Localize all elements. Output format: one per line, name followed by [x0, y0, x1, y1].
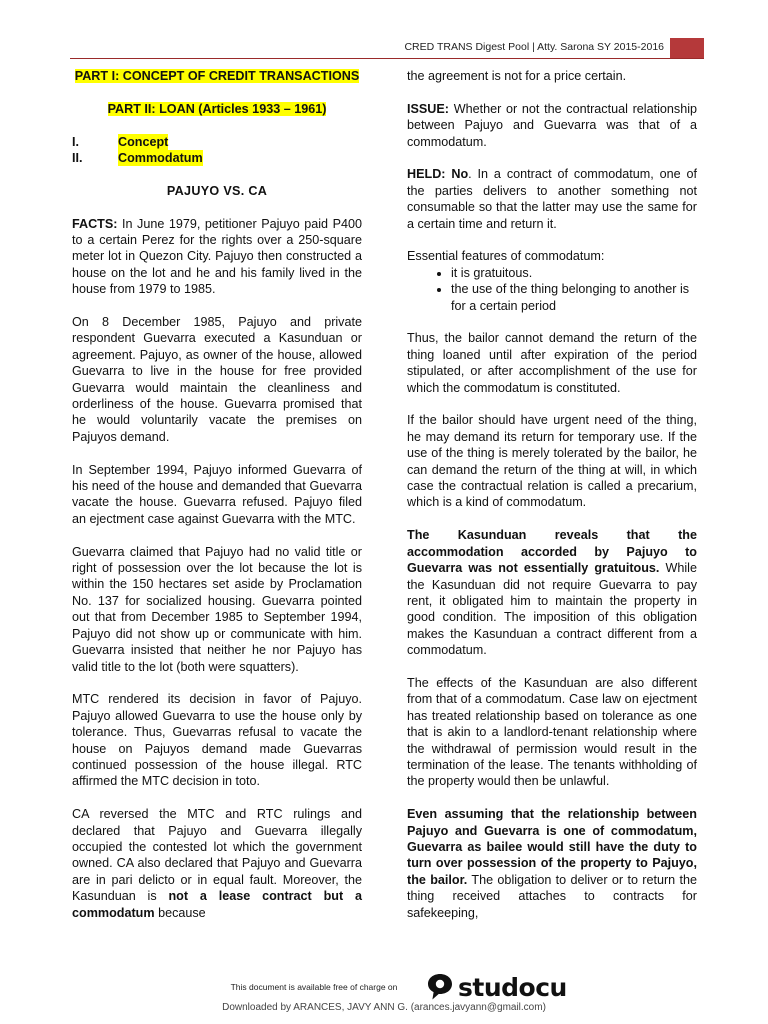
paragraph-guevarra-claim: Guevarra claimed that Pajuyo had no valid title or right of possession over the lot because the lot is within the 150 hectares set aside by Proclamation No. 137 for socialized housing. Guevarra pointed out that from December 1985 to September 1994, Pajuyo did not show up or communicate with him. Guevarra insisted that neither he nor Pajuyo has valid title to the lot (both were squatters). — [72, 544, 362, 674]
right-column — [407, 68, 697, 937]
downloaded-by-note: Downloaded by ARANCES, JAVY ANN G. (arances.javyann@gmail.com) — [222, 1002, 546, 1013]
paragraph-effects: The effects of the Kasunduan are also different from that of a commodatum. Case law on ejectment has treated relationship based on tolerance as one that is akin to a landlord-tenant relationship where the withdrawal of permission would result in the termination of the lease. The tenants withholding of the property would then be unlawful. — [407, 675, 697, 789]
paragraph-urgent-need: If the bailor should have urgent need of the thing, he may demand its return for temporary use. If the use of the thing is merely tolerated by the bailor, he can demand the return of the thing at will, in which case the contractual relation is called a precarium, which is a kind of commodatum. — [407, 413, 697, 510]
facts-label: FACTS: — [72, 216, 118, 231]
paragraph-thus: Thus, the bailor cannot demand the return of the thing loaned until after expiration of the period stipulated, or after accomplishment of the use for which the commodatum is constituted. — [407, 331, 697, 395]
section-number: II. — [72, 151, 83, 165]
ca-ruling-bold: not a lease contract but a commodatum — [72, 889, 362, 920]
paragraph-demand: In September 1994, Pajuyo informed Guevarra of his need of the house and demanded that Guevarra vacate the house. Guevarra refused. Pajuyo filed an ejectment case against Guevarra with the MTC. — [72, 462, 362, 526]
facts-text: In June 1979, petitioner Pajuyo paid P400 to a certain Perez for the rights over a 250-square meter lot in Quezon City. Pajuyo then constructed a house on the lot and he and his family lived in the house from 1979 to 1985. — [72, 216, 362, 297]
studocu-wordmark: studocu — [458, 972, 567, 1002]
section-label: Commodatum — [118, 151, 203, 165]
even-assuming-text: The obligation to deliver or to return the thing received attaches to contracts for safekeeping, — [407, 872, 697, 920]
paragraph-continued: the agreement is not for a price certain. — [407, 69, 627, 83]
paragraph-even-assuming — [407, 806, 697, 921]
not-gratuitous-bold: The Kasunduan reveals that the accommodation accorded by Pajuyo to Guevarra was not essentially gratuitous. — [407, 528, 697, 576]
list-item: • it is gratuitous. — [451, 265, 697, 281]
section-label: Concept — [118, 134, 169, 149]
ca-ruling-text: CA reversed the MTC and RTC rulings and declared that Pajuyo and Guevarra illegally occupied the contested lot which the government owned. CA also declared that Pajuyo and Guevarra are in pari delicto or in equal fault. Moreover, the Kasunduan is — [72, 807, 362, 904]
page-header — [70, 38, 704, 59]
held-text: . In a contract of commodatum, one of the parties delivers to another something not consumable so that the latter may use the same for a certain time and return it. — [407, 167, 697, 231]
left-column — [72, 68, 362, 937]
list-item: • the use of the thing belonging to another is for a certain period — [451, 281, 697, 314]
section-item-concept — [72, 134, 362, 150]
free-charge-note — [0, 982, 768, 992]
header-title: CRED TRANS Digest Pool | Atty. Sarona SY 2015-2016 — [404, 41, 664, 53]
part2-heading: PART II: LOAN (Articles 1933 – 1961) — [107, 101, 327, 116]
facts-paragraph — [72, 216, 362, 298]
even-assuming-bold: Even assuming that the relationship between Pajuyo and Guevarra is one of commodatum, Guevarra as bailee would still have the duty to turn over possession of the property to Pajuyo, the bailor. — [407, 807, 697, 887]
part1-title — [72, 68, 362, 84]
section-number: I. — [72, 134, 79, 149]
held-paragraph — [407, 166, 697, 232]
part2-title — [72, 101, 362, 117]
ca-ruling-end: because — [154, 905, 206, 920]
not-gratuitous-text: While the Kasunduan did not require Guevarra to pay rent, it obligated him to maintain the property in good condition. The imposition of this obligation makes the Kasunduan a contract different from a commodatum. — [407, 561, 697, 658]
paragraph-kasunduan: On 8 December 1985, Pajuyo and private respondent Guevarra executed a Kasunduan or agreement. Pajuyo, as owner of the house, allowed Guevarra to live in the house for free provided Guevarra would maintain the cleanliness and orderliness of the house. Guevarra promised that he would voluntarily vacate the premises on Pajuyos demand. — [72, 315, 362, 444]
features-intro: Essential features of commodatum: — [407, 249, 605, 264]
header-accent-box — [670, 38, 704, 58]
studocu-brand[interactable] — [424, 972, 567, 1002]
held-label: HELD: No — [407, 167, 469, 182]
paragraph-mtc-decision: MTC rendered its decision in favor of Pajuyo. Pajuyo allowed Guevarra to use the house only by tolerance. Thus, Guevarras refusal to vacate the house on Pajuyos demand made Guevarras continued possession of the house illegal. RTC affirmed the MTC decision in toto. — [72, 692, 362, 789]
section-item-commodatum — [72, 150, 362, 166]
part1-heading: PART I: CONCEPT OF CREDIT TRANSACTIONS — [74, 69, 360, 83]
issue-text: Whether or not the contractual relationship between Pajuyo and Guevarra was that of a commodatum. — [407, 101, 697, 149]
paragraph-not-gratuitous — [407, 527, 697, 658]
case-title: PAJUYO VS. CA — [166, 183, 268, 198]
free-charge-text: This document is available free of charge on — [230, 982, 398, 992]
paragraph-ca-ruling — [72, 806, 362, 921]
studocu-logo-icon — [424, 972, 456, 1002]
issue-paragraph — [407, 101, 697, 150]
features-list — [407, 265, 697, 314]
section-list — [72, 134, 362, 167]
issue-label: ISSUE: — [407, 101, 449, 116]
